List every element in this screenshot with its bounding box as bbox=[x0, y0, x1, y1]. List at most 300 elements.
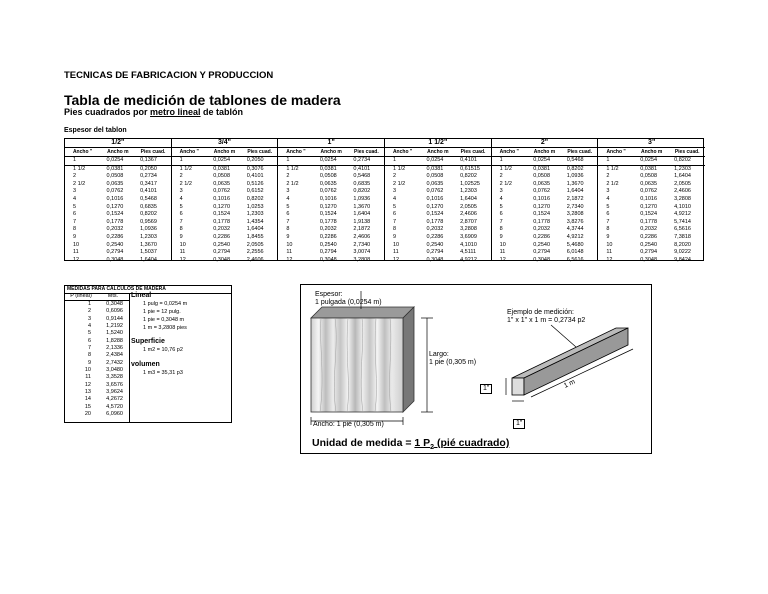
table-row bbox=[172, 181, 278, 189]
square-feet-cell: 1,0936 bbox=[566, 173, 584, 180]
square-feet-cell: 2,8707 bbox=[460, 218, 477, 225]
square-feet-cell: 0,5468 bbox=[140, 195, 157, 202]
table-row bbox=[172, 166, 278, 174]
width-meters-cell: 0,2032 bbox=[640, 226, 658, 233]
width-inches-cell: 4 bbox=[393, 195, 397, 202]
width-meters-cell: 0,2032 bbox=[319, 226, 337, 233]
table-row bbox=[385, 226, 491, 234]
conversion-line: 1 m2 = 10,76 p2 bbox=[143, 347, 183, 353]
square-feet-cell: 3,2808 bbox=[460, 226, 477, 233]
width-inches-cell: 3 bbox=[286, 188, 290, 195]
width-inches-cell: 3 bbox=[393, 188, 397, 195]
square-feet-cell: 1,9138 bbox=[353, 218, 371, 225]
width-inches-cell: 12 bbox=[286, 256, 293, 263]
width-meters-cell: 0,1778 bbox=[426, 218, 444, 225]
table-row bbox=[278, 242, 384, 250]
feet-cell: 3 bbox=[87, 315, 91, 322]
square-feet-cell: 0,9569 bbox=[140, 218, 157, 225]
square-feet-cell: 0,8202 bbox=[674, 157, 691, 163]
width-inches-cell: 5 bbox=[606, 203, 610, 210]
square-feet-cell: 1,0253 bbox=[246, 203, 264, 210]
square-feet-cell: 1,2303 bbox=[674, 165, 691, 172]
table-row bbox=[598, 211, 705, 219]
width-inches-cell: 11 bbox=[606, 249, 613, 256]
width-inches-cell: 12 bbox=[393, 256, 400, 263]
square-feet-cell: 1,3670 bbox=[566, 180, 584, 187]
feet-cell: 5 bbox=[87, 330, 91, 337]
width-meters-cell: 0,2794 bbox=[426, 249, 444, 256]
width-meters-cell: 0,0254 bbox=[213, 157, 231, 163]
page-subtitle bbox=[64, 107, 243, 117]
feet-cell: 10 bbox=[84, 367, 91, 374]
square-feet-cell: 9,0222 bbox=[674, 249, 691, 256]
square-feet-cell: 2,1872 bbox=[353, 226, 371, 233]
width-inches-cell: 11 bbox=[286, 249, 293, 256]
conversion-row bbox=[65, 352, 129, 359]
width-meters-cell: 0,3048 bbox=[319, 256, 337, 263]
square-feet-cell: 1,6404 bbox=[674, 173, 691, 180]
width-inches-cell: 11 bbox=[393, 249, 399, 256]
measurement-table bbox=[64, 138, 704, 261]
width-inches-cell: 2 bbox=[73, 173, 77, 180]
width-inches-cell: 10 bbox=[606, 241, 613, 248]
volumen-heading: volumen bbox=[131, 361, 160, 368]
square-feet-cell: 4,5111 bbox=[460, 249, 477, 256]
thickness-header: 1 1/2" bbox=[385, 139, 491, 148]
width-meters-cell: 0,2032 bbox=[533, 226, 551, 233]
width-meters-cell: 0,0508 bbox=[106, 173, 124, 180]
conversion-row bbox=[65, 411, 129, 418]
width-meters-cell: 0,1524 bbox=[640, 211, 658, 218]
width-meters-cell: 0,0381 bbox=[533, 165, 551, 172]
column-header: Pies cuad. bbox=[460, 149, 486, 155]
meters-cell: 3,3528 bbox=[106, 374, 123, 381]
table-row bbox=[492, 181, 598, 189]
width-meters-cell: 0,1778 bbox=[640, 218, 658, 225]
column-header: Ancho " bbox=[72, 149, 93, 155]
column-header-row bbox=[385, 148, 491, 157]
square-feet-cell: 5,7414 bbox=[674, 218, 691, 225]
width-inches-cell: 1 1/2 bbox=[606, 165, 619, 172]
width-inches-cell: 12 bbox=[179, 256, 186, 263]
width-meters-cell: 0,2540 bbox=[319, 241, 337, 248]
width-inches-cell: 5 bbox=[499, 203, 503, 210]
width-meters-cell: 0,1270 bbox=[106, 203, 124, 210]
table-row bbox=[492, 219, 598, 227]
width-inches-cell: 11 bbox=[499, 249, 506, 256]
square-feet-cell: 0,8202 bbox=[353, 188, 371, 195]
column-header: P (lineal) bbox=[70, 293, 92, 299]
feet-cell: 13 bbox=[84, 389, 91, 396]
table-row bbox=[385, 219, 491, 227]
width-meters-cell: 0,1524 bbox=[213, 211, 231, 218]
table-row bbox=[385, 249, 491, 257]
table-row bbox=[278, 249, 384, 257]
table-row bbox=[598, 157, 705, 166]
width-inches-cell: 4 bbox=[606, 195, 610, 202]
square-feet-cell: 3,6909 bbox=[460, 233, 477, 240]
table-row bbox=[492, 188, 598, 196]
width-inches-cell: 8 bbox=[393, 226, 397, 233]
square-feet-cell: 0,4101 bbox=[246, 173, 264, 180]
width-meters-cell: 0,1016 bbox=[213, 195, 231, 202]
meters-cell: 3,9624 bbox=[106, 389, 123, 396]
square-feet-cell: 1,4354 bbox=[246, 218, 264, 225]
table-row bbox=[385, 166, 491, 174]
square-feet-cell: 8,2020 bbox=[674, 241, 691, 248]
table-row bbox=[598, 234, 705, 242]
width-inches-cell: 9 bbox=[286, 233, 290, 240]
width-inches-cell: 11 bbox=[73, 249, 79, 256]
width-meters-cell: 0,1270 bbox=[640, 203, 658, 210]
square-feet-cell: 9,8424 bbox=[674, 256, 691, 263]
width-inches-cell: 7 bbox=[499, 218, 503, 225]
square-feet-cell: 4,9212 bbox=[460, 256, 477, 263]
conversion-row bbox=[65, 374, 129, 381]
feet-cell: 15 bbox=[84, 403, 91, 410]
width-meters-cell: 0,0762 bbox=[640, 188, 658, 195]
square-feet-cell: 2,4606 bbox=[353, 233, 371, 240]
width-inches-cell: 6 bbox=[179, 211, 183, 218]
table-row bbox=[492, 257, 598, 265]
square-feet-cell: 3,2808 bbox=[674, 195, 691, 202]
width-inches-cell: 2 bbox=[606, 173, 610, 180]
column-header: Ancho " bbox=[606, 149, 626, 155]
table-row bbox=[278, 219, 384, 227]
column-header-row bbox=[278, 148, 384, 157]
superficie-heading: Superficie bbox=[131, 338, 165, 345]
width-meters-cell: 0,2286 bbox=[213, 233, 231, 240]
width-meters-cell: 0,2540 bbox=[640, 241, 658, 248]
conversion-row bbox=[65, 330, 129, 337]
square-feet-cell: 2,0505 bbox=[674, 180, 691, 187]
table-row bbox=[278, 204, 384, 212]
table-row bbox=[172, 211, 278, 219]
width-inches-cell: 4 bbox=[73, 195, 77, 202]
table-row bbox=[172, 249, 278, 257]
table-row bbox=[65, 166, 171, 174]
table-row bbox=[65, 242, 171, 250]
table-row bbox=[278, 196, 384, 204]
table-row bbox=[385, 257, 491, 265]
table-row bbox=[598, 173, 705, 181]
conversion-line: 1 pie = 0,3048 m bbox=[143, 317, 185, 323]
square-feet-cell: 1,3670 bbox=[353, 203, 371, 210]
thickness-group bbox=[598, 139, 705, 263]
feet-cell: 11 bbox=[85, 374, 91, 381]
table-row bbox=[492, 211, 598, 219]
width-inches-cell: 7 bbox=[286, 218, 290, 225]
width-meters-cell: 0,1778 bbox=[533, 218, 551, 225]
square-feet-cell: 4,1010 bbox=[460, 241, 477, 248]
table-row bbox=[65, 204, 171, 212]
width-meters-cell: 0,2032 bbox=[106, 226, 124, 233]
width-inches-cell: 4 bbox=[286, 195, 290, 202]
width-meters-cell: 0,0762 bbox=[213, 188, 231, 195]
meters-cell: 0,3048 bbox=[106, 301, 123, 307]
table-row bbox=[172, 242, 278, 250]
width-inches-cell: 10 bbox=[73, 241, 80, 248]
width-inches-cell: 9 bbox=[606, 233, 610, 240]
column-header: Mts. bbox=[107, 293, 119, 299]
wood-board-icon bbox=[311, 307, 414, 412]
width-inches-cell: 2 bbox=[286, 173, 290, 180]
width-inches-cell: 1 1/2 bbox=[393, 165, 406, 172]
width-meters-cell: 0,2540 bbox=[106, 241, 124, 248]
width-meters-cell: 0,2794 bbox=[106, 249, 124, 256]
square-feet-cell: 5,4680 bbox=[566, 241, 584, 248]
table-row bbox=[598, 196, 705, 204]
meters-cell: 1,5240 bbox=[106, 330, 123, 337]
conversion-row bbox=[65, 404, 129, 411]
example-diagram bbox=[300, 284, 652, 454]
meters-cell: 3,6576 bbox=[106, 381, 123, 388]
square-feet-cell: 1,6404 bbox=[246, 226, 264, 233]
square-feet-cell: 0,6835 bbox=[140, 203, 157, 210]
square-feet-cell: 2,7340 bbox=[566, 203, 584, 210]
width-meters-cell: 0,2540 bbox=[426, 241, 444, 248]
width-inches-cell: 10 bbox=[499, 241, 506, 248]
width-meters-cell: 0,0381 bbox=[106, 165, 124, 172]
square-feet-cell: 3,2808 bbox=[353, 256, 371, 263]
width-inches-cell: 2 1/2 bbox=[286, 180, 299, 187]
table-row bbox=[598, 188, 705, 196]
table-row bbox=[65, 211, 171, 219]
table-row bbox=[172, 226, 278, 234]
table-row bbox=[492, 234, 598, 242]
width-inches-cell: 11 bbox=[179, 249, 186, 256]
width-inches-cell: 8 bbox=[606, 226, 610, 233]
column-header: Ancho m bbox=[533, 149, 556, 155]
width-meters-cell: 0,2032 bbox=[426, 226, 444, 233]
column-header: Ancho m bbox=[107, 149, 129, 155]
table-row bbox=[65, 226, 171, 234]
table-row bbox=[385, 242, 491, 250]
table-row bbox=[65, 181, 171, 189]
conversion-row bbox=[65, 396, 129, 403]
conversion-line: 1 m = 3,2808 pies bbox=[143, 325, 187, 331]
width-meters-cell: 0,0254 bbox=[640, 157, 658, 163]
width-meters-cell: 0,0508 bbox=[533, 173, 551, 180]
square-feet-cell: 1,6404 bbox=[140, 256, 157, 263]
width-dimension-label: 1" bbox=[513, 419, 525, 429]
meters-cell: 2,7432 bbox=[106, 359, 123, 366]
table-row bbox=[172, 219, 278, 227]
width-inches-cell: 8 bbox=[499, 226, 503, 233]
square-feet-cell: 0,8202 bbox=[566, 165, 584, 172]
beam-length-label: 1 m bbox=[562, 378, 577, 390]
table-row bbox=[492, 196, 598, 204]
table-row bbox=[385, 188, 491, 196]
table-row bbox=[278, 166, 384, 174]
document-header: TECNICAS DE FABRICACION Y PRODUCCION bbox=[64, 70, 274, 81]
meters-cell: 1,8288 bbox=[106, 337, 123, 344]
square-feet-cell: 1,5037 bbox=[140, 249, 157, 256]
table-row bbox=[598, 204, 705, 212]
square-feet-cell: 1,6404 bbox=[460, 195, 477, 202]
table-row bbox=[385, 204, 491, 212]
conversion-line: 1 pie = 12 pulg. bbox=[143, 309, 181, 315]
square-feet-cell: 1,2303 bbox=[140, 233, 157, 240]
meters-cell: 4,5720 bbox=[106, 403, 123, 410]
width-inches-cell: 7 bbox=[179, 218, 183, 225]
meters-cell: 4,2672 bbox=[106, 396, 123, 403]
width-meters-cell: 0,2794 bbox=[213, 249, 231, 256]
table-row bbox=[598, 166, 705, 174]
width-meters-cell: 0,2286 bbox=[533, 233, 551, 240]
width-meters-cell: 0,1016 bbox=[426, 195, 444, 202]
width-meters-cell: 0,1270 bbox=[319, 203, 337, 210]
table-row bbox=[385, 157, 491, 166]
width-meters-cell: 0,1778 bbox=[106, 218, 124, 225]
width-meters-cell: 0,2794 bbox=[319, 249, 337, 256]
lineal-table-header bbox=[65, 293, 129, 301]
square-feet-cell: 2,0505 bbox=[460, 203, 477, 210]
width-inches-cell: 2 1/2 bbox=[73, 180, 86, 187]
meters-cell: 3,0480 bbox=[106, 367, 123, 374]
width-inches-cell: 12 bbox=[73, 256, 80, 263]
table-row bbox=[172, 196, 278, 204]
square-feet-cell: 0,4101 bbox=[353, 165, 371, 172]
espesor-label: Espesor: bbox=[315, 291, 343, 298]
width-inches-cell: 3 bbox=[606, 188, 610, 195]
width-inches-cell: 1 bbox=[606, 157, 610, 163]
table-row bbox=[278, 257, 384, 265]
square-feet-cell: 3,0074 bbox=[353, 249, 371, 256]
width-meters-cell: 0,1524 bbox=[106, 211, 124, 218]
table-row bbox=[492, 249, 598, 257]
width-inches-cell: 2 1/2 bbox=[499, 180, 512, 187]
square-feet-cell: 2,1872 bbox=[566, 195, 584, 202]
width-meters-cell: 0,1270 bbox=[426, 203, 444, 210]
width-meters-cell: 0,0508 bbox=[319, 173, 337, 180]
width-inches-cell: 5 bbox=[286, 203, 290, 210]
width-meters-cell: 0,2286 bbox=[426, 233, 444, 240]
square-feet-cell: 0,1367 bbox=[140, 157, 157, 163]
width-inches-cell: 6 bbox=[393, 211, 397, 218]
table-row bbox=[385, 181, 491, 189]
table-row bbox=[278, 188, 384, 196]
width-inches-cell: 7 bbox=[393, 218, 397, 225]
width-meters-cell: 0,1524 bbox=[533, 211, 551, 218]
table-row bbox=[598, 249, 705, 257]
square-feet-cell: 6,5616 bbox=[566, 256, 584, 263]
square-feet-cell: 0,3076 bbox=[246, 165, 264, 172]
width-meters-cell: 0,1778 bbox=[319, 218, 337, 225]
meters-cell: 0,9144 bbox=[106, 315, 123, 322]
feet-cell: 1 bbox=[87, 301, 91, 307]
width-meters-cell: 0,3048 bbox=[213, 256, 231, 263]
square-feet-cell: 1,3670 bbox=[140, 241, 157, 248]
square-feet-cell: 1,2303 bbox=[246, 211, 264, 218]
thickness-group bbox=[65, 139, 172, 263]
height-dimension-label: 1" bbox=[480, 384, 492, 394]
width-inches-cell: 3 bbox=[179, 188, 183, 195]
table-row bbox=[598, 226, 705, 234]
width-inches-cell: 4 bbox=[179, 195, 183, 202]
square-feet-cell: 0,8202 bbox=[246, 195, 264, 202]
square-feet-cell: 3,8276 bbox=[566, 218, 584, 225]
width-meters-cell: 0,0254 bbox=[106, 157, 124, 163]
square-feet-cell: 2,4606 bbox=[674, 188, 691, 195]
conversion-row bbox=[65, 323, 129, 330]
square-feet-cell: 0,4101 bbox=[460, 157, 477, 163]
column-header: Pies cuad. bbox=[674, 149, 700, 155]
column-header: Ancho " bbox=[179, 149, 199, 155]
table-row bbox=[65, 249, 171, 257]
conversion-table bbox=[64, 285, 232, 423]
table-row bbox=[492, 173, 598, 181]
conversion-row bbox=[65, 389, 129, 396]
table-row bbox=[172, 188, 278, 196]
width-meters-cell: 0,3048 bbox=[533, 256, 551, 263]
width-inches-cell: 6 bbox=[499, 211, 503, 218]
lineal-table bbox=[65, 293, 129, 419]
page-title: Tabla de medición de tablones de madera bbox=[64, 92, 341, 108]
square-feet-cell: 6,5616 bbox=[674, 226, 691, 233]
square-feet-cell: 1,02525 bbox=[460, 180, 480, 187]
diagram-svg bbox=[301, 285, 653, 455]
width-inches-cell: 12 bbox=[499, 256, 506, 263]
width-inches-cell: 1 bbox=[73, 157, 77, 163]
thickness-header: 3" bbox=[598, 139, 705, 148]
conversion-row bbox=[65, 360, 129, 367]
table-row bbox=[278, 234, 384, 242]
square-feet-cell: 4,1010 bbox=[674, 203, 691, 210]
table-row bbox=[598, 257, 705, 265]
width-inches-cell: 2 1/2 bbox=[393, 180, 406, 187]
feet-cell: 2 bbox=[87, 308, 91, 315]
width-meters-cell: 0,0635 bbox=[213, 180, 231, 187]
conversion-row bbox=[65, 382, 129, 389]
square-feet-cell: 7,3818 bbox=[674, 233, 691, 240]
width-inches-cell: 3 bbox=[73, 188, 77, 195]
column-header: Pies cuad. bbox=[247, 149, 273, 155]
square-feet-cell: 1,2303 bbox=[460, 188, 477, 195]
width-inches-cell: 1 1/2 bbox=[179, 165, 192, 172]
table-row bbox=[598, 181, 705, 189]
ancho-value: Ancho: 1 pié (0,305 m) bbox=[313, 421, 384, 428]
width-meters-cell: 0,1016 bbox=[640, 195, 658, 202]
column-header-row bbox=[598, 148, 705, 157]
column-header: Pies cuad. bbox=[354, 149, 379, 155]
width-meters-cell: 0,0635 bbox=[426, 180, 444, 187]
width-inches-cell: 1 1/2 bbox=[286, 165, 299, 172]
table-row bbox=[65, 173, 171, 181]
square-feet-cell: 0,2050 bbox=[140, 165, 157, 172]
feet-cell: 12 bbox=[84, 381, 91, 388]
width-meters-cell: 0,1016 bbox=[106, 195, 124, 202]
width-meters-cell: 0,0508 bbox=[426, 173, 444, 180]
table-row bbox=[172, 173, 278, 181]
column-header-row bbox=[492, 148, 598, 157]
square-feet-cell: 3,2808 bbox=[566, 211, 584, 218]
table-row bbox=[172, 234, 278, 242]
square-feet-cell: 0,61515 bbox=[460, 165, 480, 172]
table-row bbox=[278, 226, 384, 234]
thickness-header: 1" bbox=[278, 139, 384, 148]
width-meters-cell: 0,1524 bbox=[319, 211, 337, 218]
width-inches-cell: 10 bbox=[393, 241, 400, 248]
subtitle-text-end: de tablón bbox=[200, 107, 244, 117]
width-inches-cell: 9 bbox=[393, 233, 397, 240]
width-inches-cell: 1 bbox=[286, 157, 290, 163]
column-header: Pies cuad. bbox=[140, 149, 166, 155]
width-inches-cell: 1 1/2 bbox=[73, 165, 86, 172]
table-row bbox=[65, 157, 171, 166]
meters-cell: 6,0960 bbox=[106, 411, 123, 418]
column-header: Ancho m bbox=[213, 149, 236, 155]
